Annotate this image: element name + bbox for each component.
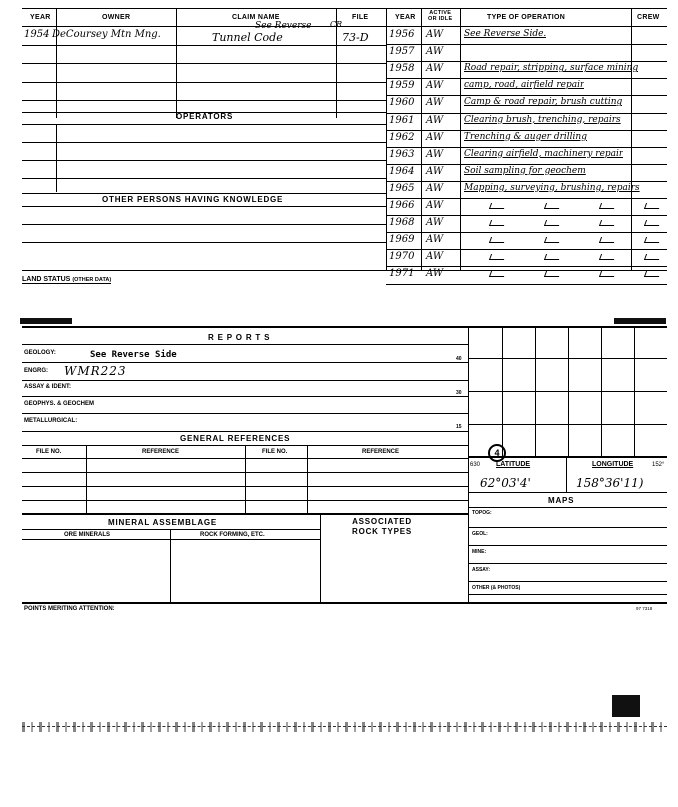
tick-mark [599,203,616,209]
geophys-label: GEOPHYS. & GEOCHEM [24,401,95,407]
operation-status: AW [426,234,444,246]
maps-mine: MINE: [472,549,487,555]
claim-value: Tunnel Code [212,31,283,44]
longitude-label: LONGITUDE [592,461,634,468]
operation-status: AW [426,63,444,75]
operation-type: See Reverse Side. [464,29,547,39]
owner-header: OWNER [102,14,131,21]
tick-mark [544,220,561,226]
ore-minerals: ORE MINERALS [64,532,111,538]
operation-status: AW [426,131,444,143]
land-status [22,276,111,284]
operation-status: AW [426,97,444,109]
lat-prefix: 630 [470,462,481,468]
tick-mark [489,237,506,243]
tick-mark [489,203,506,209]
reference-2: REFERENCE [362,449,400,455]
operation-type: Clearing airfield, machinery repair [464,148,624,159]
other-persons-title: OTHER PERSONS HAVING KNOWLEDGE [102,195,284,204]
claim-note: See Reverse [255,21,312,31]
points-meriting: POINTS MERITING ATTENTION: [24,606,115,612]
owner-name: DeCoursey Mtn Mng. [52,29,161,40]
tick-mark [599,237,616,243]
operation-type: Clearing brush, trenching, repairs [464,114,621,125]
tick-mark [644,271,661,277]
scan-noise-band [22,722,667,732]
operators-title: OPERATORS [176,112,234,121]
crew-header: CREW [637,14,660,21]
engrg-value: WMR223 [64,364,127,378]
operation-status: AW [426,29,444,40]
claim-name-header: CLAIM NAME [232,14,280,21]
operation-type: Road repair, stripping, surface mining [464,63,639,74]
tick-mark [544,203,561,209]
operation-year: 1964 [389,165,415,177]
operation-year: 1960 [389,97,415,109]
operation-year: 1971 [389,268,415,280]
operation-status: AW [426,268,444,280]
maps-other: OTHER (& PHOTOS) [472,585,521,591]
file-header: FILE [352,14,369,21]
operation-status: AW [426,114,444,126]
lon-suffix: 152° [652,462,665,468]
tick-mark [489,254,506,260]
operation-year: 1963 [389,148,415,160]
tick-mark [599,220,616,226]
operation-type: Soil sampling for geochem [464,165,586,176]
longitude-value: 158°36'11) [576,476,644,490]
latitude-value: 62°03'4' [480,476,531,490]
file-no-2: FILE NO. [262,449,288,455]
rock-forming: ROCK FORMING, ETC. [200,532,265,538]
type-of-operation-header: TYPE OF OPERATION [487,14,566,21]
operation-status: AW [426,80,444,92]
tick-mark [599,271,616,277]
operation-year: 1959 [389,80,415,92]
n15: 15 [456,424,462,430]
scan-bar-right [614,318,666,324]
maps-title: MAPS [548,496,575,505]
reports-title: R E P O R T S [208,333,271,342]
operation-year: 1966 [389,200,415,211]
n40: 40 [456,356,462,362]
tick-mark [489,220,506,226]
general-references-title: GENERAL REFERENCES [180,434,291,443]
file-no-1: FILE NO. [36,449,62,455]
tick-mark [544,237,561,243]
year-header-2: YEAR [395,14,416,21]
operation-type: camp, road, airfield repair [464,80,585,91]
tick-mark [644,220,661,226]
active-idle-header: ACTIVE OR IDLE [428,10,453,22]
operation-year: 1962 [389,131,415,143]
assay-label: ASSAY & IDENT: [24,384,72,390]
operation-status: AW [426,217,444,229]
tick-mark [644,254,661,260]
operation-type: Trenching & auger drilling [464,131,587,142]
latitude-label: LATITUDE [496,461,531,468]
tick-mark [644,203,661,209]
scan-bar-left [20,318,72,324]
operation-status: AW [426,200,444,211]
n30: 30 [456,390,462,396]
location-mark [488,444,506,462]
operation-year: 1969 [389,234,415,246]
operation-status: AW [426,251,444,263]
associated-rock-types: ASSOCIATED ROCK TYPES [352,517,413,536]
operation-status: AW [426,182,444,194]
maps-geol: GEOL: [472,531,488,537]
file-note: CR [330,20,343,29]
tick-mark [599,254,616,260]
mineral-assemblage-title: MINERAL ASSEMBLAGE [108,518,218,527]
operation-year: 1957 [389,46,415,58]
land-status-sub: (OTHER DATA) [72,277,112,283]
operation-type: Mapping, surveying, brushing, repairs [464,182,640,193]
file-value: 73-D [342,31,369,44]
tick-mark [544,254,561,260]
scan-blot [612,695,640,717]
operation-status: AW [426,165,444,177]
engrg-label: ENGRG: [24,368,48,374]
tick-mark [544,271,561,277]
maps-topog: TOPOG: [472,510,492,516]
land-status-label: LAND STATUS [22,276,71,283]
operation-type: Camp & road repair, brush cutting [464,97,623,108]
operation-status: AW [426,148,444,160]
geology-label: GEOLOGY: [24,350,56,356]
metallurgical-label: METALLURGICAL: [24,418,78,424]
operation-year: 1958 [389,63,415,75]
operation-status: AW [426,46,444,58]
operation-year: 1956 [389,29,415,40]
owner-year: 1954 [24,29,50,40]
operation-year: 1968 [389,217,415,229]
tick-mark [644,237,661,243]
operation-year: 1970 [389,251,415,263]
operation-year: 1965 [389,182,415,194]
form-number: 97 7318 [636,606,653,611]
maps-assay: ASSAY: [472,567,491,573]
operation-year: 1961 [389,114,415,126]
year-header: YEAR [30,14,51,21]
location-mark-text: 4 [494,448,500,458]
tick-mark [489,271,506,277]
geology-value: See Reverse Side [90,350,177,360]
reference-1: REFERENCE [142,449,180,455]
